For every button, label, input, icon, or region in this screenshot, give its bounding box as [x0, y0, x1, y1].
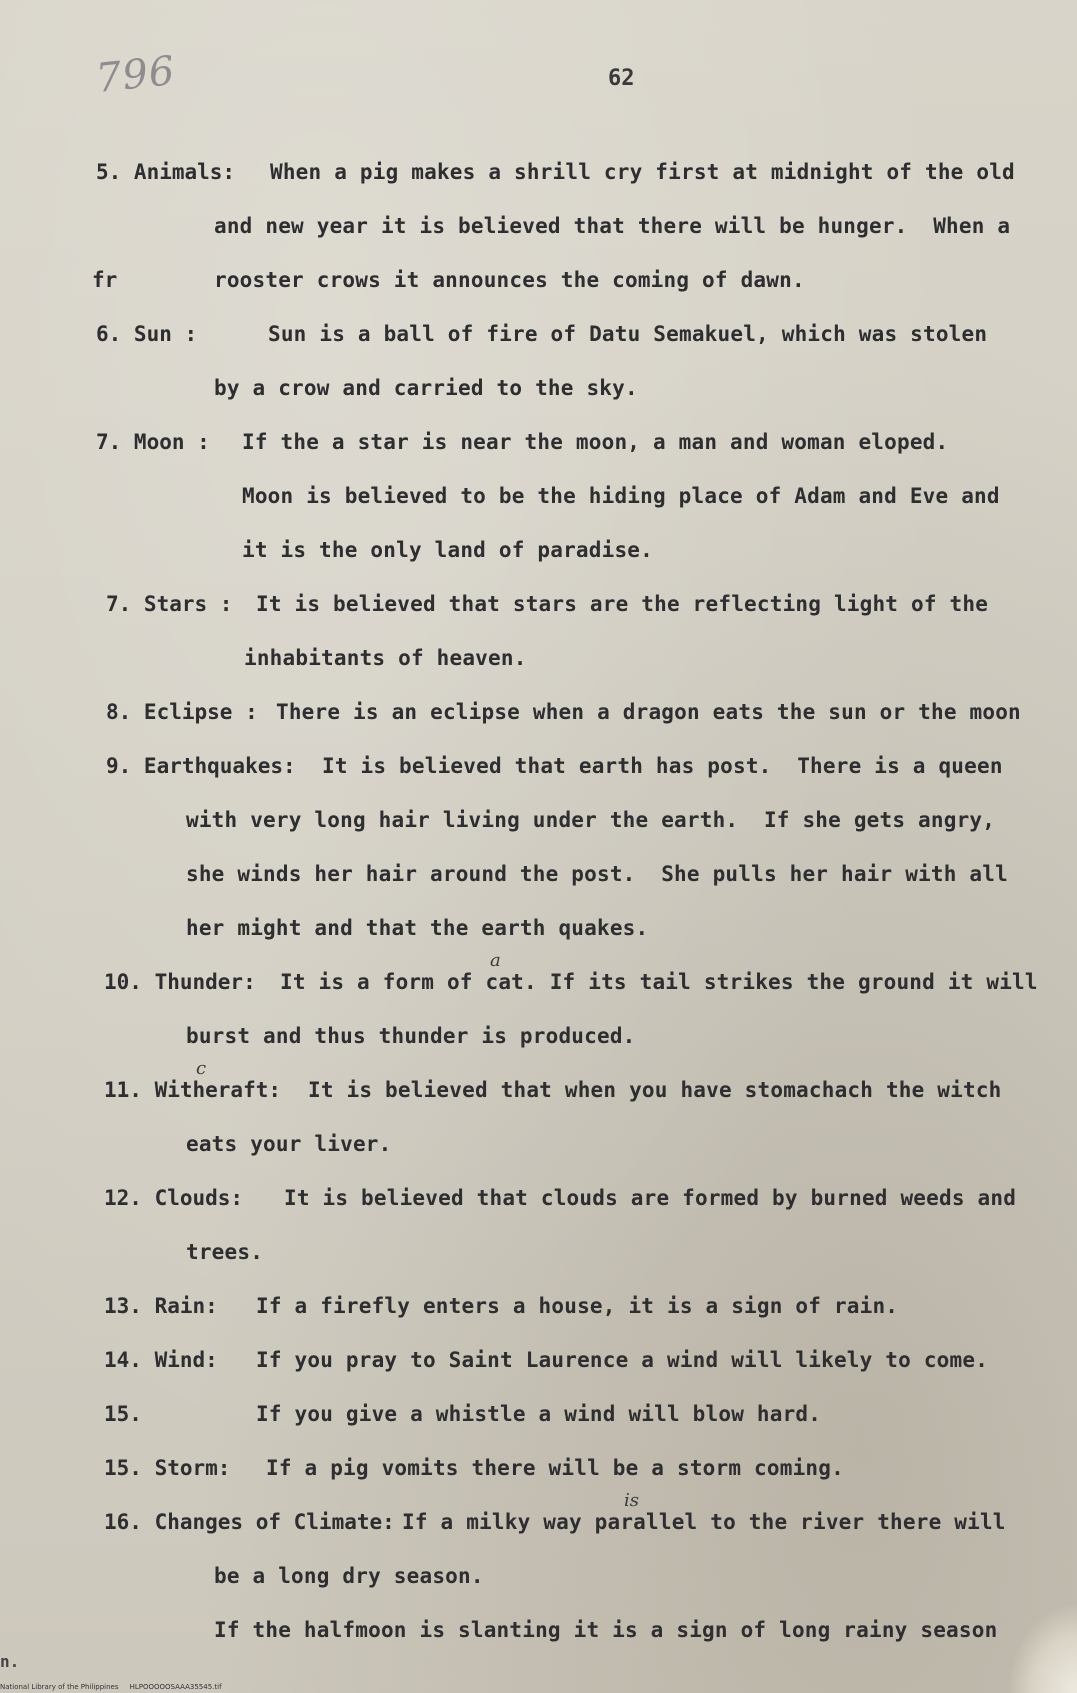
page-number: 62 [608, 66, 635, 91]
text-line: eats your liver. [186, 1132, 392, 1156]
text-line: If a firefly enters a house, it is a sign of rain. [256, 1294, 899, 1318]
item-label: fr [92, 268, 118, 292]
text-line: It is believed that earth has post. There is a queen [322, 754, 1003, 778]
text-line: There is an eclipse when a dragon eats the sun or the moon [276, 700, 1021, 724]
item-label: 15. [104, 1402, 142, 1426]
item-label: 16. Changes of Climate: [104, 1510, 395, 1534]
edge-fragment: n. [0, 1652, 20, 1671]
text-line: her might and that the earth quakes. [186, 916, 649, 940]
text-line: burst and thus thunder is produced. [186, 1024, 636, 1048]
text-line: Sun is a ball of fire of Datu Semakuel, which was stolen [268, 322, 988, 346]
item-label: 7. Moon : [96, 430, 210, 454]
item-label: 10. Thunder: [104, 970, 256, 994]
text-line: If a pig vomits there will be a storm coming. [266, 1456, 844, 1480]
item-label: 9. Earthquakes: [106, 754, 296, 778]
handwritten-insertion: is [624, 1490, 639, 1511]
scan-footer: National Library of the Philippines HLPOOOOOSAAA35545.tif [0, 1683, 222, 1691]
text-line: inhabitants of heaven. [244, 646, 527, 670]
text-line: Moon is believed to be the hiding place of Adam and Eve and [242, 484, 1000, 508]
handwritten-page-annotation: 796 [93, 47, 178, 103]
handwritten-insertion: c [196, 1058, 207, 1079]
item-label: 5. Animals: [96, 160, 236, 184]
item-label: 12. Clouds: [104, 1186, 244, 1210]
text-line: she winds her hair around the post. She pulls her hair with all [186, 862, 1008, 886]
item-label: 15. Storm: [104, 1456, 231, 1480]
text-line: It is believed that when you have stomachach the witch [308, 1078, 1002, 1102]
text-line: it is the only land of paradise. [242, 538, 653, 562]
text-line: by a crow and carried to the sky. [214, 376, 638, 400]
text-line: and new year it is believed that there will be hunger. When a [214, 214, 1011, 238]
item-label: 14. Wind: [104, 1348, 218, 1372]
text-line: If the a star is near the moon, a man and woman eloped. [242, 430, 949, 454]
text-line: It is believed that clouds are formed by burned weeds and [284, 1186, 1017, 1210]
text-line: If the halfmoon is slanting it is a sign of long rainy season [214, 1618, 998, 1642]
text-line: rooster crows it announces the coming of dawn. [214, 268, 805, 292]
text-line: When a pig makes a shrill cry first at midnight of the old [270, 160, 1015, 184]
text-line: be a long dry season. [214, 1564, 484, 1588]
text-line: It is a form of cat. If its tail strikes the ground it will [280, 970, 1038, 994]
text-line: If you pray to Saint Laurence a wind will likely to come. [256, 1348, 989, 1372]
text-line: It is believed that stars are the reflecting light of the [256, 592, 989, 616]
item-label: 11. Witheraft: [104, 1078, 282, 1102]
item-label: 8. Eclipse : [106, 700, 258, 724]
item-label: 13. Rain: [104, 1294, 218, 1318]
text-line: If you give a whistle a wind will blow hard. [256, 1402, 822, 1426]
text-line: trees. [186, 1240, 264, 1264]
item-label: 6. Sun : [96, 322, 198, 346]
handwritten-insertion: a [490, 950, 501, 971]
item-label: 7. Stars : [106, 592, 233, 616]
text-line: If a milky way parallel to the river there will [402, 1510, 1006, 1534]
text-line: with very long hair living under the earth. If she gets angry, [186, 808, 996, 832]
